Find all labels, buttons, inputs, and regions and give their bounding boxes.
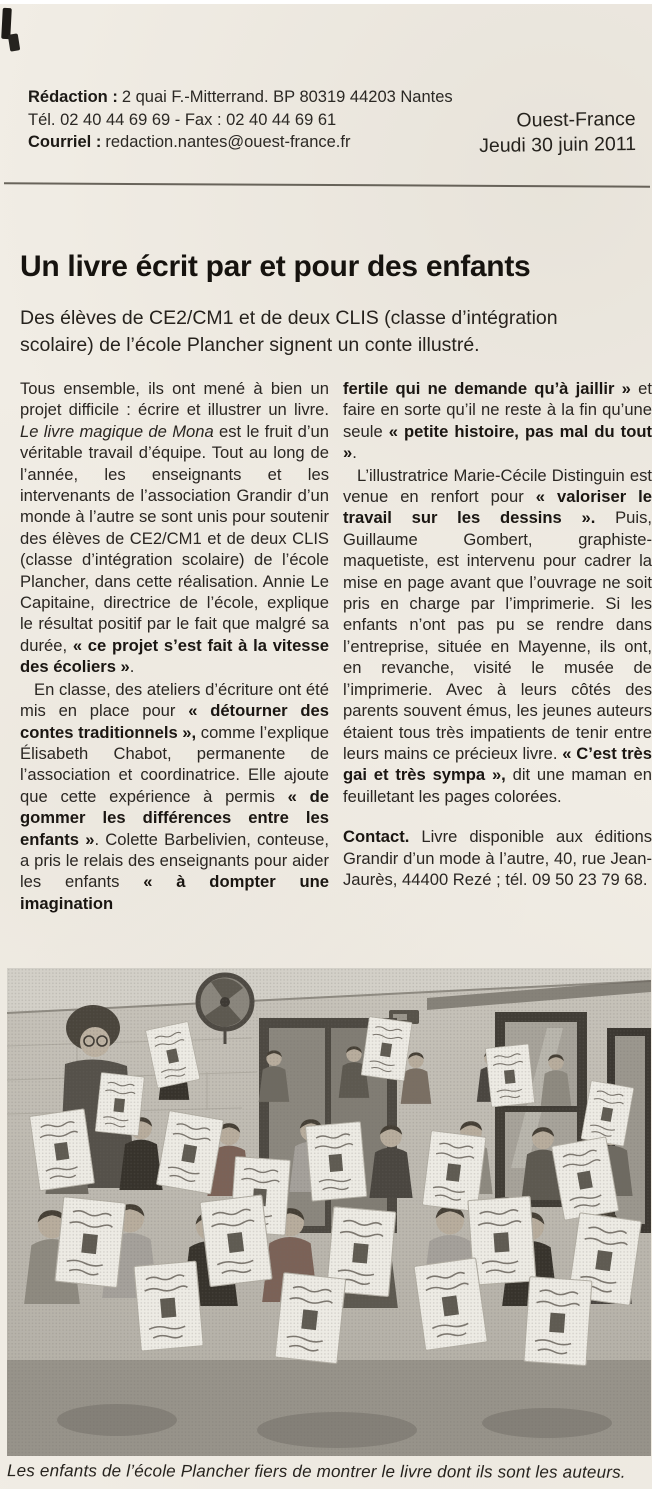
paragraph: fertile qui ne demande qu’à jaillir » et faire en sorte qu’il ne reste à la fin qu’une seule « petite histoire, pas mal du tout ». [343,379,653,463]
phone-fax-line: Tél. 02 40 44 69 69 - Fax : 02 40 44 69 61 [28,110,337,129]
paragraph: Tous ensemble, ils ont mené à bien un projet difficile : écrire et illustrer un livre. Le livre magique de Mona est le fruit d’un véritable travail d’équipe. Tout au long de l’année, les enseignants et les intervenants de l’association Grandir d’un monde à l’autre se sont unis pour soutenir des élèves de CE2/CM1 et de deux CLIS (classe d’intégration scolaire) de l’école Plancher, dans cette réalisation. Annie Le Capitaine, directrice de l’école, explique le résultat positif par le fait que malgré sa durée, « ce projet s’est fait à la vitesse des écoliers ». [20,379,330,677]
photo-caption: Les enfants de l’école Plancher fiers de montrer le livre dont ils sont les auteurs. [6,1461,626,1482]
photo-halftone-overlay [7,968,651,1456]
courriel-line [28,131,453,154]
article-column-2 [343,378,652,914]
courriel-address: redaction.nantes@ouest-france.fr [105,133,351,151]
newspaper-clipping [0,4,652,1489]
article-column-1 [20,378,329,914]
article-body [20,378,652,914]
redaction-label: Rédaction : [28,88,118,106]
redaction-address: 2 quai F.-Mitterrand. BP 80319 44203 Nantes [121,88,453,106]
publication-name: Ouest-France [516,108,636,132]
courriel-label: Courriel : [28,133,102,151]
paragraph: En classe, des ateliers d’écriture ont été mis en place pour « détourner des contes traditionnels », comme l’explique Élisabeth Chabot, permanente de l’association et coordinatrice. Elle ajoute que cette expérience à permis « de gommer les différences entre les enfants ». Colette Barbelivien, conteuse, a pris le relais des enseignants pour aider les enfants « à dompter une imagination [20,679,329,913]
masthead-issue-block [479,107,636,159]
scan-artifact-mark [8,33,21,51]
masthead-divider [4,182,650,187]
article-subtitle: Des élèves de CE2/CM1 et de deux CLIS (classe d’intégration scolaire) de l’école Plancher signent un conte illustré. [20,307,558,356]
paragraph: L’illustratrice Marie-Cécile Distinguin est venue en renfort pour « valoriser le travail sur les dessins ». Puis, Guillaume Gombert, graphiste-maquetiste, est intervenu pour cadrer la mise en page avant que l’ouvrage ne soit pris en charge par l’imprimerie. Si les enfants n’ont pas pu se rendre dans l’entreprise, située en Mayenne, ils ont, en revanche, visité le musée de l’imprimerie. Avec à leurs côtés des parents souvent émus, les jeunes auteurs étaient tous très impatients de tenir entre leurs mains ce précieux livre. « C’est très gai et très sympa », dit une maman en feuilletant les pages colorées. [343,465,653,806]
issue-date: Jeudi 30 juin 2011 [479,133,637,157]
photo-illustration [7,968,651,1456]
masthead-contact-block [28,86,453,154]
contact-paragraph: Contact. Livre disponible aux éditions Grandir d’un mode à l’autre, 40, rue Jean-Jaurès, 44400 Rezé ; tél. 09 50 23 79 68. [343,827,652,889]
article-headline: Un livre écrit par et pour des enfants [20,250,531,283]
article-photo [7,968,651,1482]
redaction-line [28,86,453,109]
